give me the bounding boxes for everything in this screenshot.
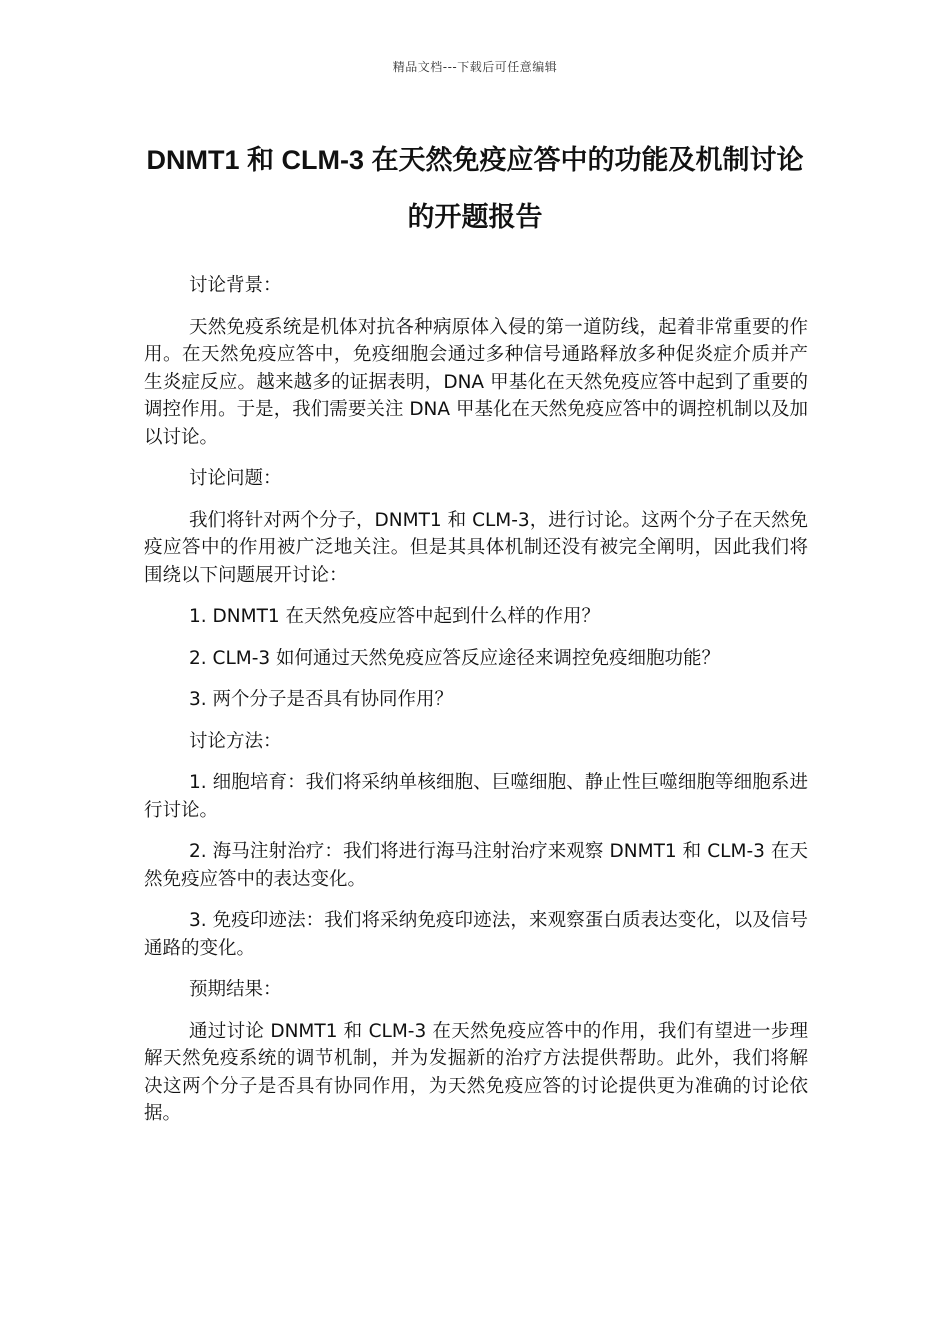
- background-heading: 讨论背景：: [189, 275, 282, 296]
- methods-heading: 讨论方法：: [189, 730, 282, 752]
- results-heading: 预期结果：: [189, 979, 282, 1000]
- background-paragraph: 天然免疫系统是机体对抗各种病原体入侵的第一道防线，起着非常重要的作用。在天然免疫应答中，免疫细胞会通过多种信号通路释放多种促炎症介质并产生炎症反应。越来越多的证据表明，DNA 甲基化在天然免疫应答中起到了重要的调控作用。于是，我们需要关注 DNA 甲基化在天然免疫应答中的调控机制以及加以讨论。: [144, 316, 808, 448]
- document-body: [144, 272, 808, 1142]
- method-item: 2. 海马注射治疗：我们将进行海马注射治疗来观察 DNMT1 和 CLM-3 在天然免疫应答中的表达变化。: [144, 841, 808, 890]
- questions-heading: 讨论问题：: [189, 468, 282, 489]
- question-item: 3. 两个分子是否具有协同作用？: [189, 689, 454, 710]
- questions-intro-paragraph: 我们将针对两个分子，DNMT1 和 CLM-3，进行讨论。这两个分子在天然免疫应答中的作用被广泛地关注。但是其具体机制还没有被完全阐明，因此我们将围绕以下问题展开讨论：: [144, 509, 808, 586]
- document-title: DNMT1 和 CLM-3 在天然免疫应答中的功能及机制讨论的开题报告: [146, 145, 804, 232]
- results-paragraph: 通过讨论 DNMT1 和 CLM-3 在天然免疫应答中的作用，我们有望进一步理解天然免疫系统的调节机制，并为发掘新的治疗方法提供帮助。此外，我们将解决这两个分子是否具有协同作用，为天然免疫应答的讨论提供更为准确的讨论依据。: [144, 1020, 808, 1124]
- question-item: 1. DNMT1 在天然免疫应答中起到什么样的作用？: [189, 606, 601, 627]
- method-item: 3. 免疫印迹法：我们将采纳免疫印迹法，来观察蛋白质表达变化，以及信号通路的变化。: [144, 910, 808, 959]
- page-header: 精品文档---下载后可任意编辑: [392, 60, 558, 74]
- question-item: 2. CLM-3 如何通过天然免疫应答反应途径来调控免疫细胞功能？: [189, 647, 721, 669]
- method-item: 1. 细胞培育：我们将采纳单核细胞、巨噬细胞、静止性巨噬细胞等细胞系进行讨论。: [144, 772, 808, 821]
